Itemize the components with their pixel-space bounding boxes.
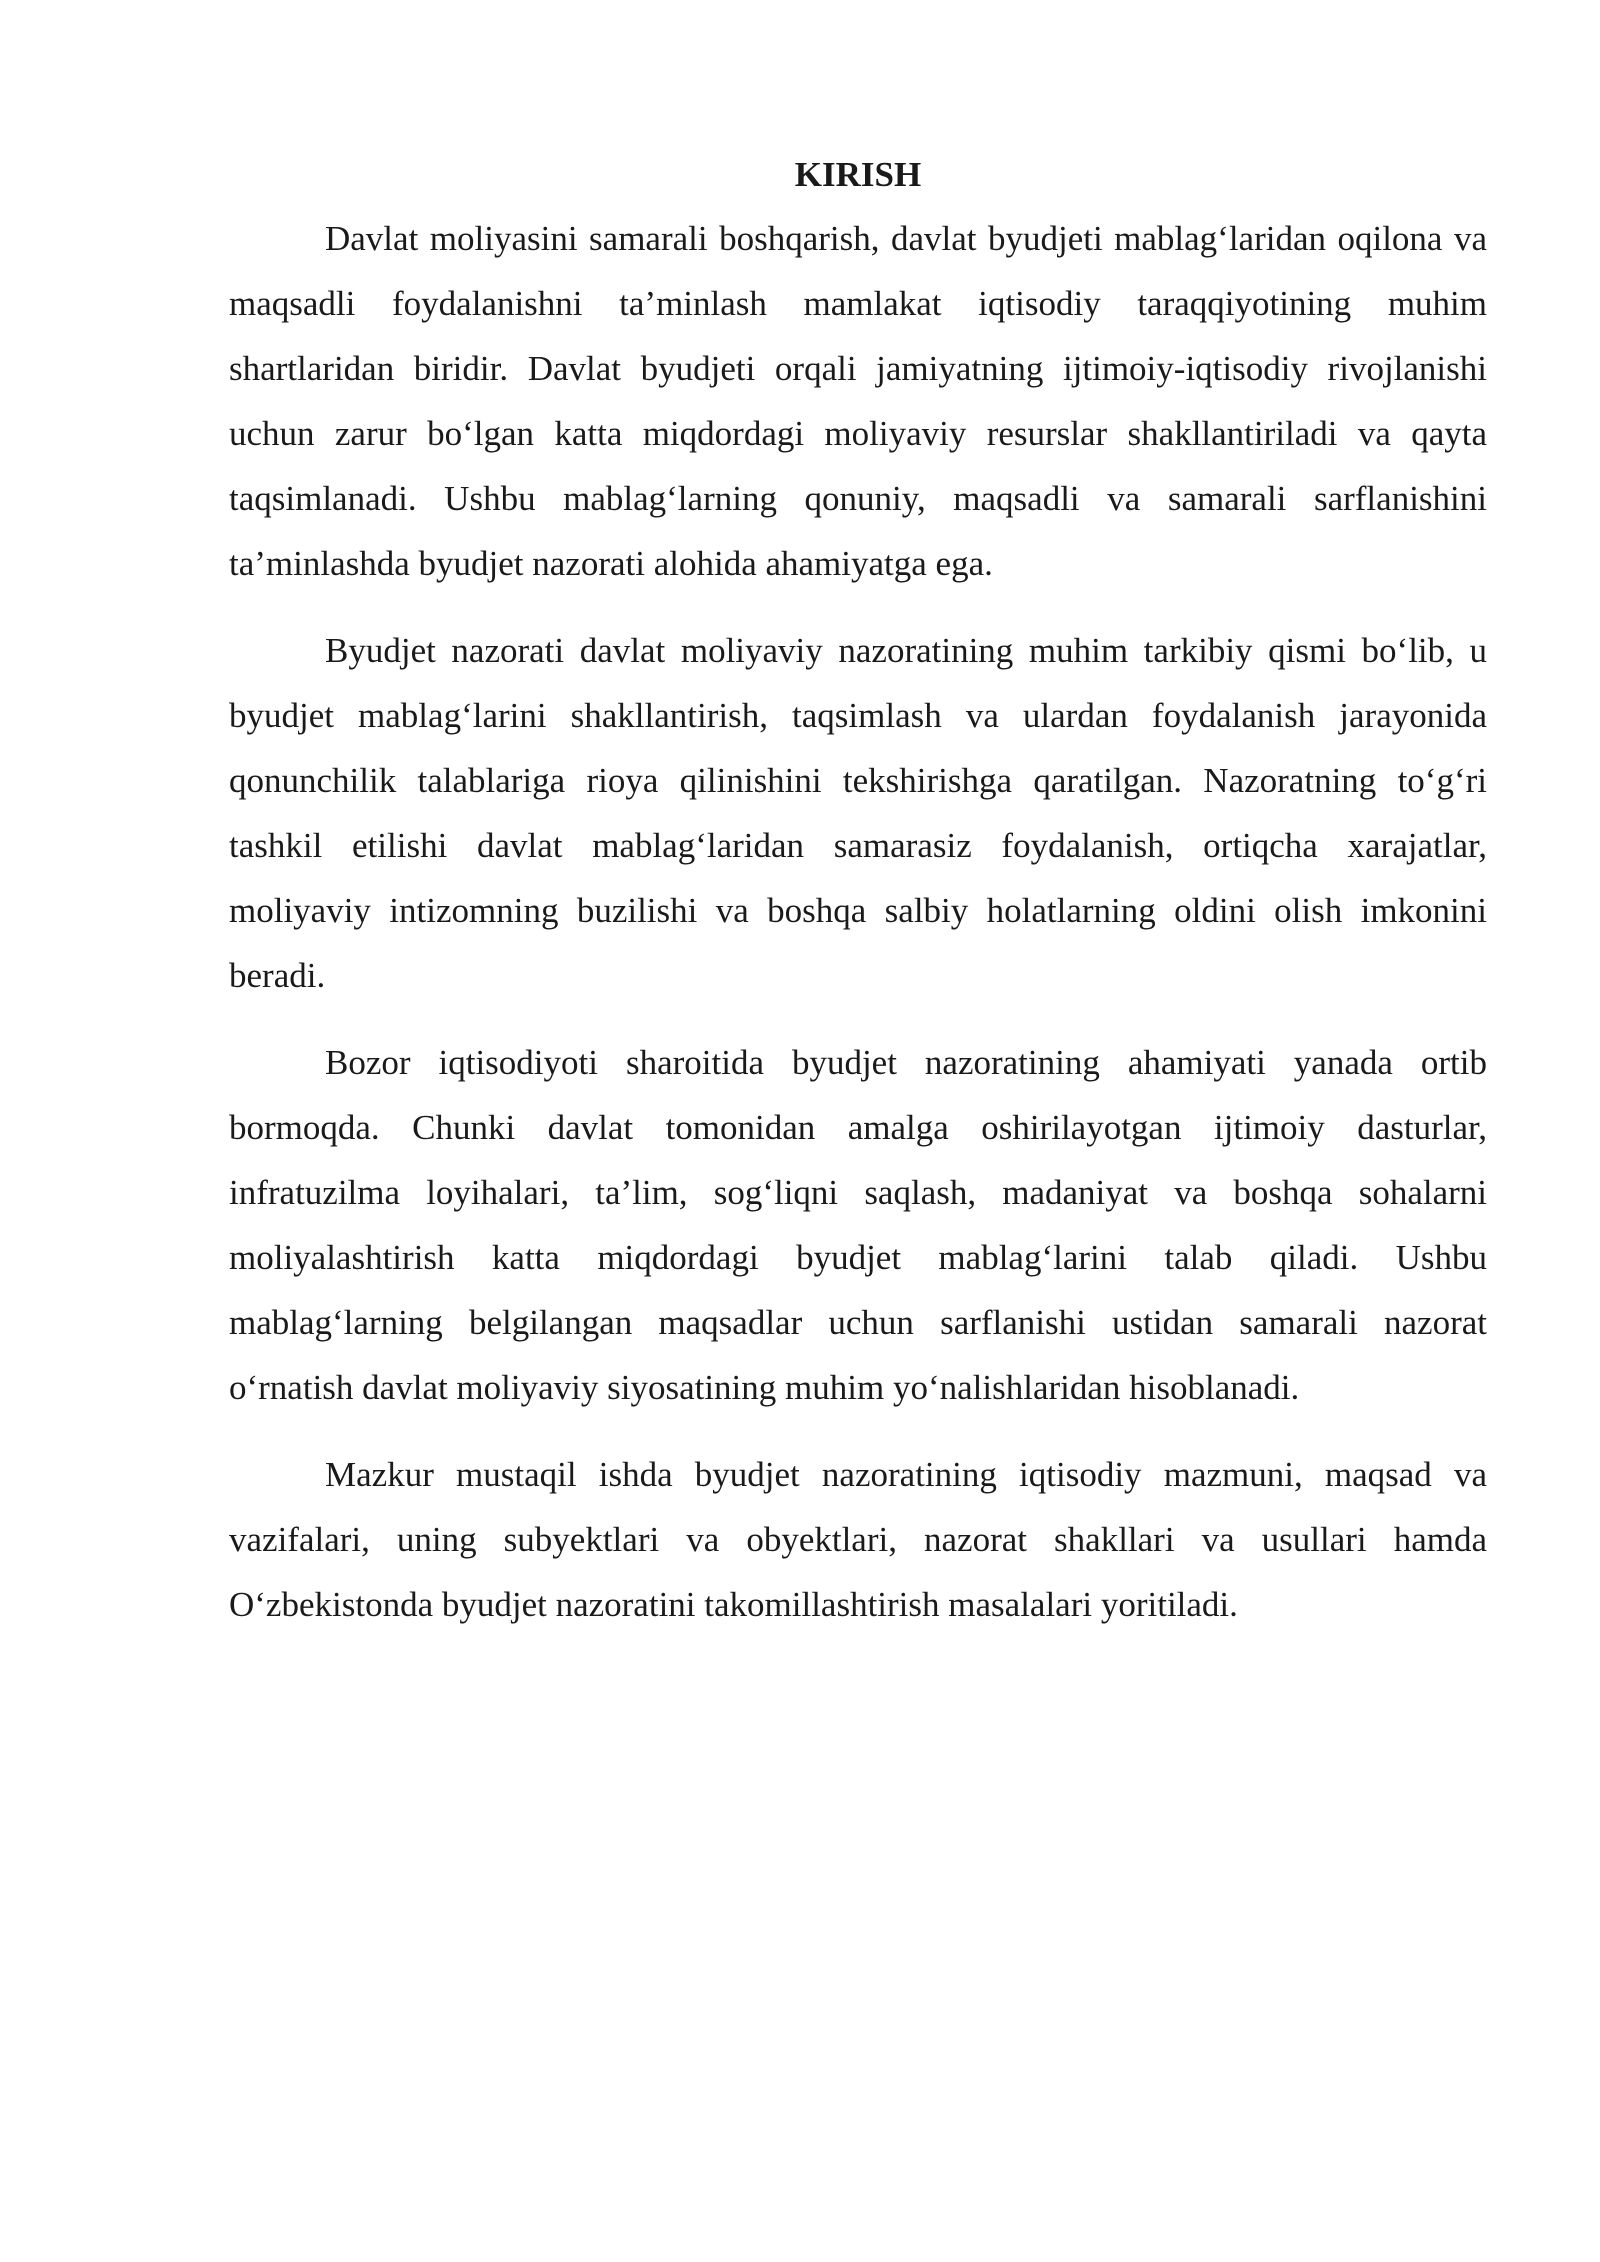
document-body (229, 150, 1487, 1659)
paragraph-3: Bozor iqtisodiyoti sharoitida byudjet nazoratining ahamiyati yanada ortib bormoqda. Chunki davlat tomonidan amalga oshirilayotgan ijtimoiy dasturlar, infratuzilma loyihalari, ta’lim, sog‘liqni saqlash, madaniyat va boshqa sohalarni moliyalashtirish katta miqdordagi byudjet mablag‘larini talab qiladi. Ushbu mablag‘larning belgilangan maqsadlar uchun sarflanishi ustidan samarali nazorat o‘rnatish davlat moliyaviy siyosatining muhim yo‘nalishlaridan hisoblanadi. (229, 1043, 1487, 1407)
paragraph-2: Byudjet nazorati davlat moliyaviy nazoratining muhim tarkibiy qismi bo‘lib, u byudjet mablag‘larini shakllantirish, taqsimlash va ulardan foydalanish jarayonida qonunchilik talablariga rioya qilinishini tekshirishga qaratilgan. Nazoratning to‘g‘ri tashkil etilishi davlat mablag‘laridan samarasiz foydalanish, ortiqcha xarajatlar, moliyaviy intizomning buzilishi va boshqa salbiy holatlarning oldini olish imkonini beradi. (229, 631, 1487, 995)
page-title: KIRISH (794, 155, 922, 194)
paragraph-1: Davlat moliyasini samarali boshqarish, davlat byudjeti mablag‘laridan oqilona va maqsadli foydalanishni ta’minlash mamlakat iqtisodiy taraqqiyotining muhim shartlaridan biridir. Davlat byudjeti orqali jamiyatning ijtimoiy-iqtisodiy rivojlanishi uchun zarur bo‘lgan katta miqdordagi moliyaviy resurslar shakllantiriladi va qayta taqsimlanadi. Ushbu mablag‘larning qonuniy, maqsadli va samarali sarflanishini ta’minlashda byudjet nazorati alohida ahamiyatga ega. (229, 219, 1487, 583)
paragraph-4: Mazkur mustaqil ishda byudjet nazoratining iqtisodiy mazmuni, maqsad va vazifalari, uning subyektlari va obyektlari, nazorat shakllari va usullari hamda O‘zbekistonda byudjet nazoratini takomillashtirish masalalari yoritiladi. (229, 1455, 1487, 1624)
